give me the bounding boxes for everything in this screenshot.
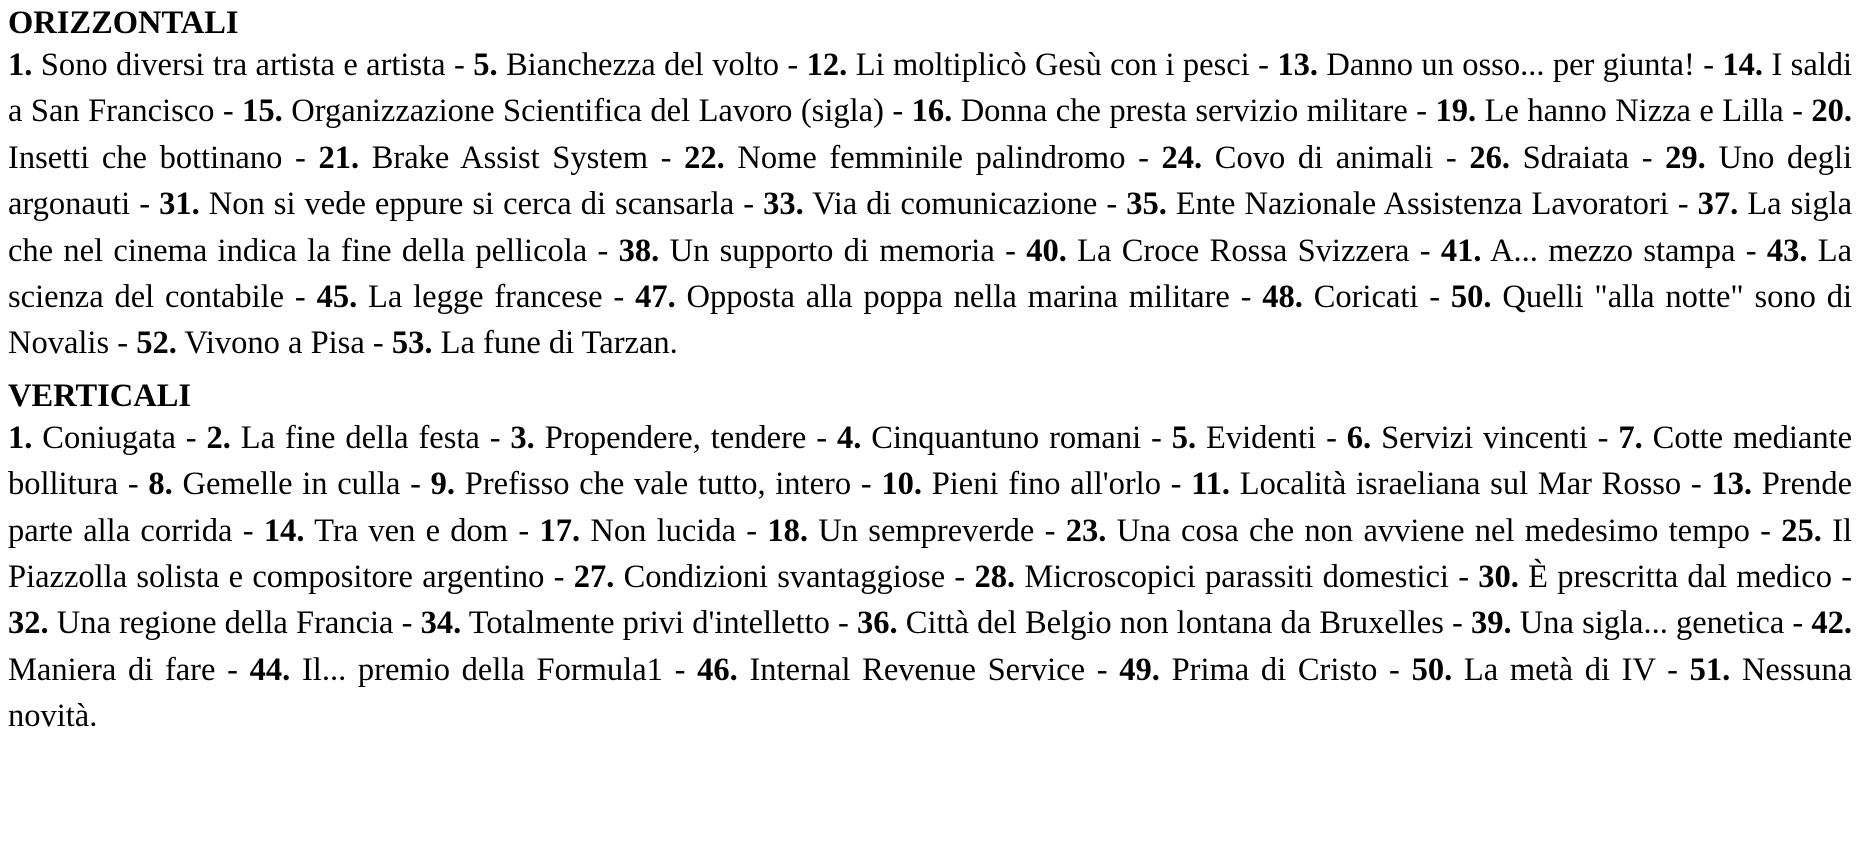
- clue-number: 35.: [1126, 186, 1167, 223]
- clue-text: Località israeliana sul Mar Rosso: [1239, 466, 1682, 503]
- clue-item: [1436, 93, 1784, 129]
- clue-item: [807, 47, 1250, 83]
- section-title-verticali: VERTICALI: [8, 377, 192, 414]
- clue-item: [148, 466, 400, 502]
- clue-item: [8, 47, 446, 83]
- clue-item: [539, 513, 736, 549]
- clue-text: Prima di Cristo: [1171, 651, 1378, 688]
- clue-item: [318, 140, 648, 176]
- clue-item: [421, 605, 830, 641]
- clue-number: 42.: [1811, 605, 1853, 642]
- clue-number: 16.: [911, 93, 953, 130]
- clue-text: Maniera di fare: [8, 651, 216, 688]
- clue-item: [1478, 559, 1832, 595]
- clue-number: 8.: [148, 466, 173, 503]
- clue-text: Cinquantuno romani: [871, 419, 1142, 456]
- clue-text: La fune di Tarzan.: [440, 325, 678, 362]
- clue-text: I saldi a San Francisco: [8, 47, 1853, 130]
- clue-number: 21.: [318, 139, 360, 176]
- clue-item: [1026, 233, 1409, 269]
- clue-item: [1126, 186, 1669, 222]
- clue-text: Cotte mediante bollitura: [8, 419, 1853, 503]
- clue-text: Totalmente privi d'intelletto: [468, 605, 830, 642]
- clue-text: Pieni fino all'orlo: [931, 466, 1161, 503]
- clue-text: Uno degli argonauti: [8, 139, 1853, 223]
- clue-text: Gemelle in culla: [182, 466, 401, 503]
- clue-number: 15.: [242, 93, 283, 130]
- clue-item: [159, 186, 734, 222]
- clue-item: [8, 605, 393, 641]
- clue-text: Una regione della Francia: [56, 605, 394, 642]
- clue-text: Brake Assist System: [371, 139, 648, 176]
- clue-item: [1191, 466, 1681, 502]
- clue-number: 33.: [763, 186, 804, 223]
- clue-text: Covo di animali: [1214, 139, 1434, 176]
- clue-item: [242, 93, 884, 129]
- clue-number: 18.: [767, 512, 809, 549]
- clue-item: [767, 513, 1034, 549]
- clue-number: 50.: [1411, 651, 1453, 688]
- clue-text: Un sempreverde: [818, 512, 1035, 549]
- clue-number: 41.: [1440, 232, 1482, 269]
- clue-item: [207, 420, 480, 456]
- clue-text: Quelli "alla notte" sono di Novalis: [8, 279, 1853, 362]
- clue-number: 4.: [836, 419, 862, 456]
- clue-text: A... mezzo stampa: [1490, 232, 1736, 269]
- clue-number: 51.: [1689, 651, 1731, 688]
- clue-text: Non si vede eppure si cerca di scansarla: [208, 186, 735, 223]
- section-orizzontali: [8, 4, 1852, 367]
- clue-number: 25.: [1781, 512, 1822, 549]
- clue-number: 37.: [1697, 186, 1739, 223]
- clue-number: 1.: [8, 419, 33, 456]
- clue-item: [317, 279, 603, 315]
- clue-text: Il... premio della Formula1: [301, 651, 663, 688]
- clue-number: 9.: [430, 466, 456, 503]
- clue-item: [1172, 420, 1316, 456]
- clue-item: [635, 279, 1230, 315]
- clue-number: 20.: [1811, 93, 1853, 130]
- clue-item: [857, 605, 1444, 641]
- clue-text: Le hanno Nizza e Lilla: [1484, 93, 1784, 130]
- clue-item: [763, 186, 1097, 222]
- clue-item: [1119, 652, 1377, 688]
- clue-number: 52.: [136, 325, 177, 362]
- clue-number: 13.: [1277, 47, 1318, 83]
- clue-number: 44.: [249, 651, 291, 688]
- clue-list-verticali: 1. Coniugata - 2. La fine della festa - 3. Propendere, tendere - 4. Cinquantuno romani - 5. Evidenti - 6. Servizi vincenti - 7. Cotte mediante bollitura - 8. Gemelle in culla - 9. Prefisso che vale tutto, intero - 10. Pieni fino all'orlo - 11. Località israeliana sul Mar Rosso - 13. Prende parte alla corrida - 14. Tra ven e dom - 17. Non lucida - 18. Un sempreverde - 23. Una cosa che non avviene nel medesimo tempo - 25. Il Piazzolla solista e compositore argentino - 27. Condizioni svantaggiose - 28. Microscopici parassiti domestici - 30. È prescritta dal medico - 32. Una regione della Francia - 34. Totalmente privi d'intelletto - 36. Città del Belgio non lontana da Bruxelles - 39. Una sigla... genetica - 42. Maniera di fare - 44. Il... premio della Formula1 - 46. Internal Revenue Service - 49. Prima di Cristo - 50. La metà di IV - 51. Nessuna novità.: [8, 419, 1853, 735]
- clue-number: 23.: [1065, 512, 1107, 549]
- clue-text: Nessuna novità.: [8, 651, 1853, 735]
- clue-text: Città del Belgio non lontana da Bruxelles: [905, 605, 1444, 642]
- clue-item: [1471, 605, 1784, 641]
- clue-text: Internal Revenue Service: [749, 651, 1086, 688]
- clue-number: 14.: [263, 512, 305, 549]
- clue-number: 3.: [510, 419, 535, 456]
- clue-text: La scienza del contabile: [8, 232, 1853, 316]
- clue-text: Evidenti: [1206, 419, 1317, 456]
- clue-text: La metà di IV: [1463, 651, 1656, 688]
- clue-text: La sigla che nel cinema indica la fine della pellicola: [8, 186, 1853, 269]
- clue-text: La Croce Rossa Svizzera: [1077, 232, 1410, 269]
- clue-text: Prefisso che vale tutto, intero: [464, 466, 852, 503]
- clue-number: 1.: [8, 47, 33, 83]
- clue-item: [264, 513, 508, 549]
- clue-text: Sdraiata: [1522, 139, 1630, 176]
- clue-number: 10.: [881, 466, 922, 503]
- clue-text: Bianchezza del volto: [505, 47, 780, 83]
- clue-text: Li moltiplicò Gesù con i pesci: [855, 47, 1250, 83]
- clue-item: [1066, 513, 1750, 549]
- clue-list-orizzontali: 1. Sono diversi tra artista e artista - 5. Bianchezza del volto - 12. Li moltiplicò Gesù con i pesci - 13. Danno un osso... per giunta! - 14. I saldi a San Francisco - 15. Organizzazione Scientifica del Lavoro (sigla) - 16. Donna che presta servizio militare - 19. Le hanno Nizza e Lilla - 20. Insetti che bottinano - 21. Brake Assist System - 22. Nome femminile palindromo - 24. Covo di animali - 26. Sdraiata - 29. Uno degli argonauti - 31. Non si vede eppure si cerca di scansarla - 33. Via di comunicazione - 35. Ente Nazionale Assistenza Lavoratori - 37. La sigla che nel cinema indica la fine della pellicola - 38. Un supporto di memoria - 40. La Croce Rossa Svizzera - 41. A... mezzo stampa - 43. La scienza del contabile - 45. La legge francese - 47. Opposta alla poppa nella marina militare - 48. Coricati - 50. Quelli "alla notte" sono di Novalis - 52. Vivono a Pisa - 53. La fune di Tarzan.: [8, 47, 1853, 362]
- clue-number: 11.: [1191, 466, 1231, 503]
- clue-number: 26.: [1469, 139, 1510, 176]
- clue-number: 34.: [420, 605, 462, 642]
- clue-number: 38.: [618, 232, 660, 269]
- clue-item: [1162, 140, 1434, 176]
- clue-text: La fine della festa: [240, 419, 480, 456]
- clue-number: 13.: [1711, 466, 1753, 503]
- clue-item: [881, 466, 1161, 502]
- clue-text: Insetti che bottinano: [8, 139, 283, 176]
- clue-text: Sono diversi tra artista e artista: [40, 47, 446, 83]
- clue-item: [684, 140, 1125, 176]
- clue-number: 46.: [697, 651, 738, 688]
- clue-text: Coricati: [1313, 279, 1419, 316]
- clue-number: 6.: [1346, 419, 1372, 456]
- clue-item: [1277, 47, 1694, 83]
- clue-number: 49.: [1119, 651, 1160, 688]
- clue-number: 2.: [206, 419, 231, 456]
- clue-item: [837, 420, 1141, 456]
- clue-number: 31.: [159, 186, 200, 223]
- clue-item: [136, 325, 365, 361]
- clue-text: Una sigla... genetica: [1519, 605, 1785, 642]
- clue-item: [697, 652, 1085, 688]
- clue-number: 43.: [1766, 232, 1808, 269]
- clue-item: [392, 325, 678, 361]
- clue-number: 39.: [1471, 605, 1512, 642]
- clue-number: 45.: [316, 279, 358, 316]
- clue-item: [1469, 140, 1629, 176]
- clue-number: 19.: [1435, 93, 1477, 130]
- clue-number: 32.: [8, 605, 49, 642]
- clue-text: Via di comunicazione: [812, 186, 1098, 223]
- clue-item: [510, 420, 806, 456]
- clue-item: [1262, 279, 1418, 315]
- section-verticali: [8, 377, 1852, 740]
- clue-text: Nome femminile palindromo: [737, 139, 1126, 176]
- clue-item: [8, 420, 176, 456]
- clue-item: [250, 652, 663, 688]
- clue-text: La legge francese: [368, 279, 603, 316]
- clue-number: 5.: [1171, 419, 1197, 456]
- clue-item: [1347, 420, 1588, 456]
- clue-text: Il Piazzolla solista e compositore argentino: [8, 512, 1853, 596]
- clue-number: 22.: [684, 139, 725, 176]
- clue-item: [1441, 233, 1735, 269]
- clue-text: Propendere, tendere: [544, 419, 807, 456]
- clue-number: 29.: [1665, 139, 1706, 176]
- clue-number: 14.: [1722, 47, 1764, 83]
- clue-number: 24.: [1161, 139, 1203, 176]
- clue-number: 36.: [856, 605, 898, 642]
- clue-item: [1412, 652, 1656, 688]
- clue-text: Non lucida: [590, 512, 737, 549]
- clue-text: Condizioni svantaggiose: [623, 559, 946, 596]
- clue-text: Coniugata: [42, 419, 176, 456]
- clue-number: 47.: [635, 279, 676, 316]
- clue-item: [974, 559, 1449, 595]
- clue-item: [574, 559, 945, 595]
- clue-number: 7.: [1618, 419, 1643, 456]
- clue-text: Organizzazione Scientifica del Lavoro (sigla): [291, 93, 884, 130]
- clue-number: 17.: [539, 512, 581, 549]
- clue-item: [431, 466, 851, 502]
- clue-text: Tra ven e dom: [314, 512, 509, 549]
- clue-text: Servizi vincenti: [1381, 419, 1588, 456]
- clue-number: 27.: [573, 559, 615, 596]
- clue-number: 40.: [1026, 232, 1067, 269]
- clue-number: 53.: [391, 325, 433, 362]
- clue-text: Danno un osso... per giunta!: [1326, 47, 1695, 83]
- clue-text: Vivono a Pisa: [184, 325, 365, 362]
- clue-number: 30.: [1478, 559, 1519, 596]
- clue-number: 5.: [473, 47, 498, 83]
- clue-text: Opposta alla poppa nella marina militare: [686, 279, 1230, 316]
- clue-text: Ente Nazionale Assistenza Lavoratori: [1175, 186, 1669, 223]
- clue-text: Una cosa che non avviene nel medesimo tempo: [1116, 512, 1750, 549]
- clue-number: 50.: [1450, 279, 1492, 316]
- clue-item: [912, 93, 1408, 129]
- section-title-orizzontali: ORIZZONTALI: [8, 5, 239, 41]
- clue-number: 28.: [974, 559, 1016, 596]
- clue-text: Donna che presta servizio militare: [960, 93, 1408, 130]
- clue-text: È prescritta dal medico: [1528, 559, 1832, 596]
- clue-number: 12.: [806, 47, 848, 83]
- clue-item: [473, 47, 779, 83]
- clue-item: [619, 233, 995, 269]
- clue-text: Un supporto di memoria: [669, 232, 995, 269]
- clue-text: Prende parte alla corrida: [8, 466, 1852, 549]
- clue-number: 48.: [1262, 279, 1303, 316]
- clue-text: Microscopici parassiti domestici: [1024, 559, 1449, 596]
